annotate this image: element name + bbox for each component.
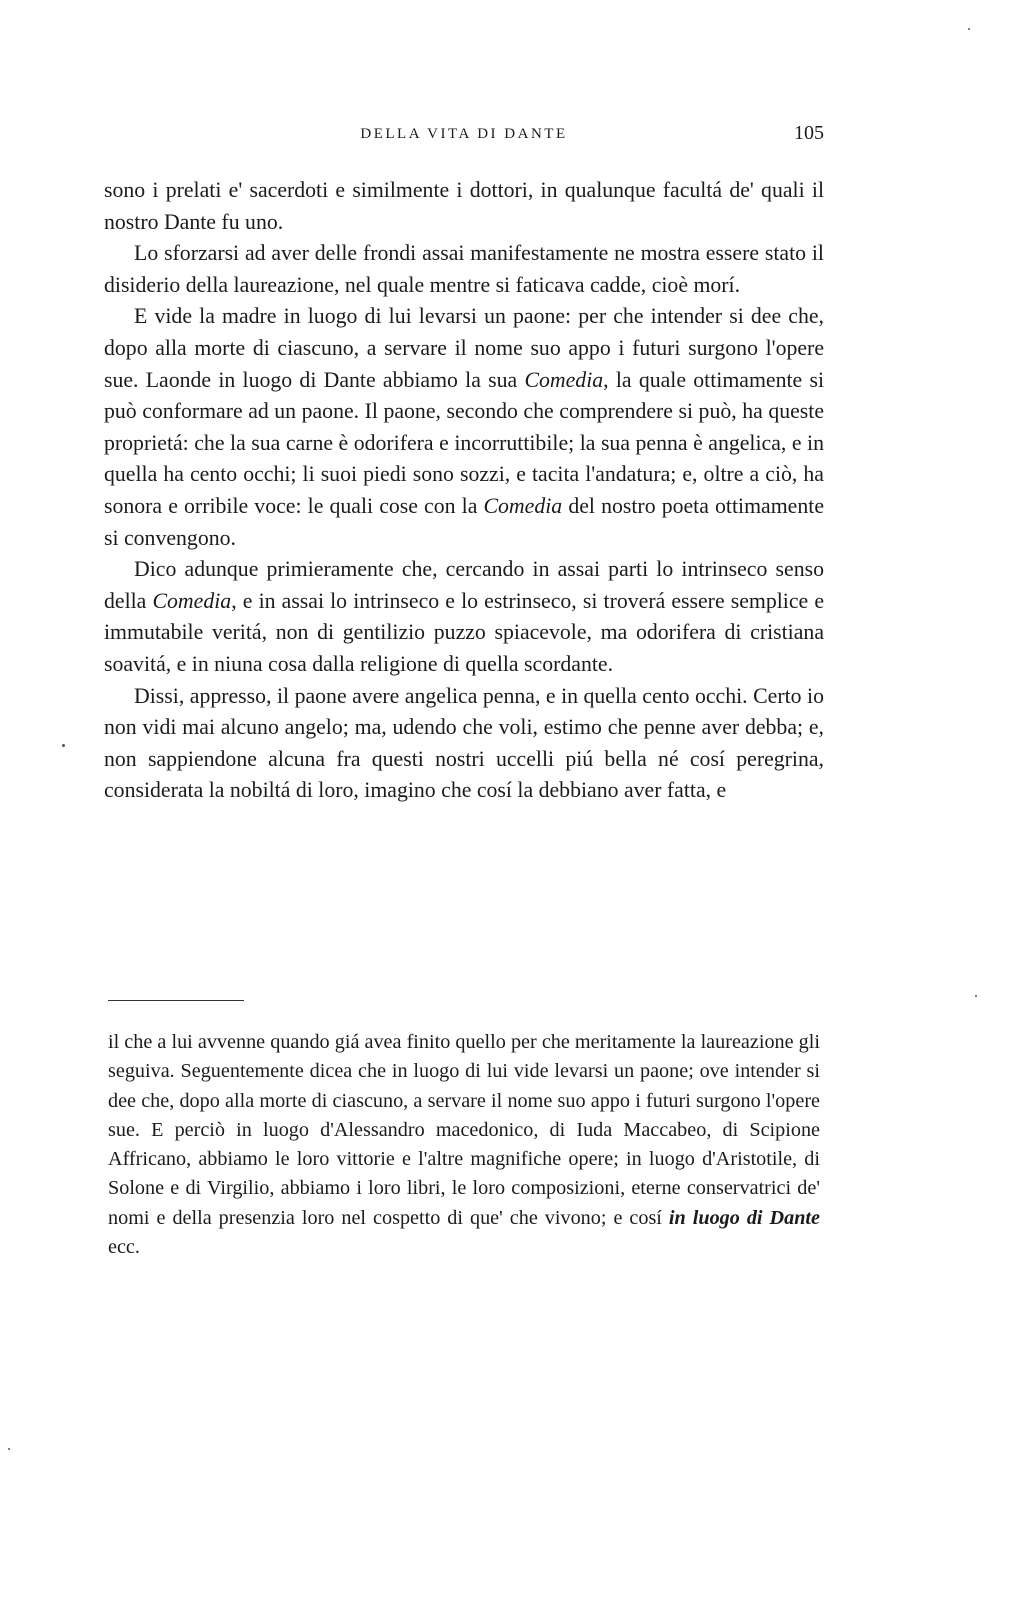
paragraph-5: Dissi, appresso, il paone avere angelica penna, e in quella cento occhi. Certo io non vidi mai alcuno angelo; ma, udendo che voli, estimo che penne aver debba; e, non sappiendone alcuna fra questi nostri uccelli piú bella né cosí peregrina, considerata la nobiltá di loro, imagino che cosí la debbiano aver fatta, e: [104, 683, 824, 803]
footnote: [108, 1028, 820, 1262]
scan-speck: [8, 1448, 10, 1450]
main-text: [104, 175, 824, 807]
footnote-divider: [108, 1000, 244, 1001]
paragraph-2: Lo sforzarsi ad aver delle frondi assai manifestamente ne mostra essere stato il disiderio della laureazione, nel quale mentre si faticava cadde, cioè morí.: [104, 241, 824, 297]
paragraph-4-text-c: , e in assai lo intrinseco e lo estrinseco, si troverá essere semplice e immutabile veritá, non di gentilizio puzzo spiacevole, ma odorifera di cristiana soavitá, e in niuna cosa dalla religione di quella scordante.: [104, 588, 825, 676]
footnote-emphasis: in luogo di Dante: [668, 1206, 821, 1229]
scan-speck: [968, 28, 970, 30]
footnote-text-c: ecc.: [108, 1236, 140, 1259]
scan-speck: [62, 744, 65, 747]
paragraph-3-text-a: E vide la madre in luogo di lui levarsi un paone: per che intender si dee che, dopo alla morte di ciascuno, a servare il nome suo appo i futuri surgono l'opere sue. Laonde in luogo di Dante abbiamo la sua: [104, 304, 824, 392]
title-comedia: Comedia: [152, 588, 232, 613]
footnote-paragraph: [108, 1028, 820, 1262]
page-number: 105: [794, 122, 824, 144]
paragraph-4-text-a: Dico adunque primieramente che, cercando in assai parti lo intrinseco senso della: [104, 557, 824, 613]
title-comedia: Comedia: [524, 367, 604, 392]
paragraph-3-text-e: del nostro poeta ottimamente si convengono.: [104, 493, 824, 550]
paragraph-1: sono i prelati e' sacerdoti e similmente i dottori, in qualunque facultá de' quali il nostro Dante fu uno.: [104, 178, 824, 234]
page-header: [104, 122, 824, 150]
title-comedia: Comedia: [483, 493, 563, 518]
paragraph-4: [104, 554, 824, 680]
scan-speck: [975, 995, 977, 997]
running-title: DELLA VITA DI DANTE: [360, 126, 568, 142]
paragraph-3: [104, 301, 824, 554]
paragraph-3-text-c: , la quale ottimamente si può conformare ad un paone. Il paone, secondo che comprendere si può, ha queste proprietá: che la sua carne è odorifera e incorruttibile; la sua penna è angelica, e in quella ha cento occhi; li suoi piedi sono sozzi, e tacita l'andatura; e, oltre a ciò, ha sonora e orribile voce: le quali cose con la: [104, 367, 824, 518]
footnote-text-a: il che a lui avvenne quando giá avea finito quello per che meritamente la laureazione gli seguiva. Seguentemente dicea che in luogo di lui vide levarsi un paone; ove intender si dee che, dopo alla morte di ciascuno, a servare il nome suo appo i futuri surgono l'opere sue. E perciò in luogo d'Alessandro macedonico, di Iuda Maccabeo, di Scipione Affricano, abbiamo le loro vittorie e l'altre magnifiche opere; in luogo d'Aristotile, di Solone e di Virgilio, abbiamo i loro libri, le loro composizioni, eterne conservatrici de' nomi e della presenzia loro nel cospetto di que' che vivono; e cosí: [108, 1031, 820, 1229]
